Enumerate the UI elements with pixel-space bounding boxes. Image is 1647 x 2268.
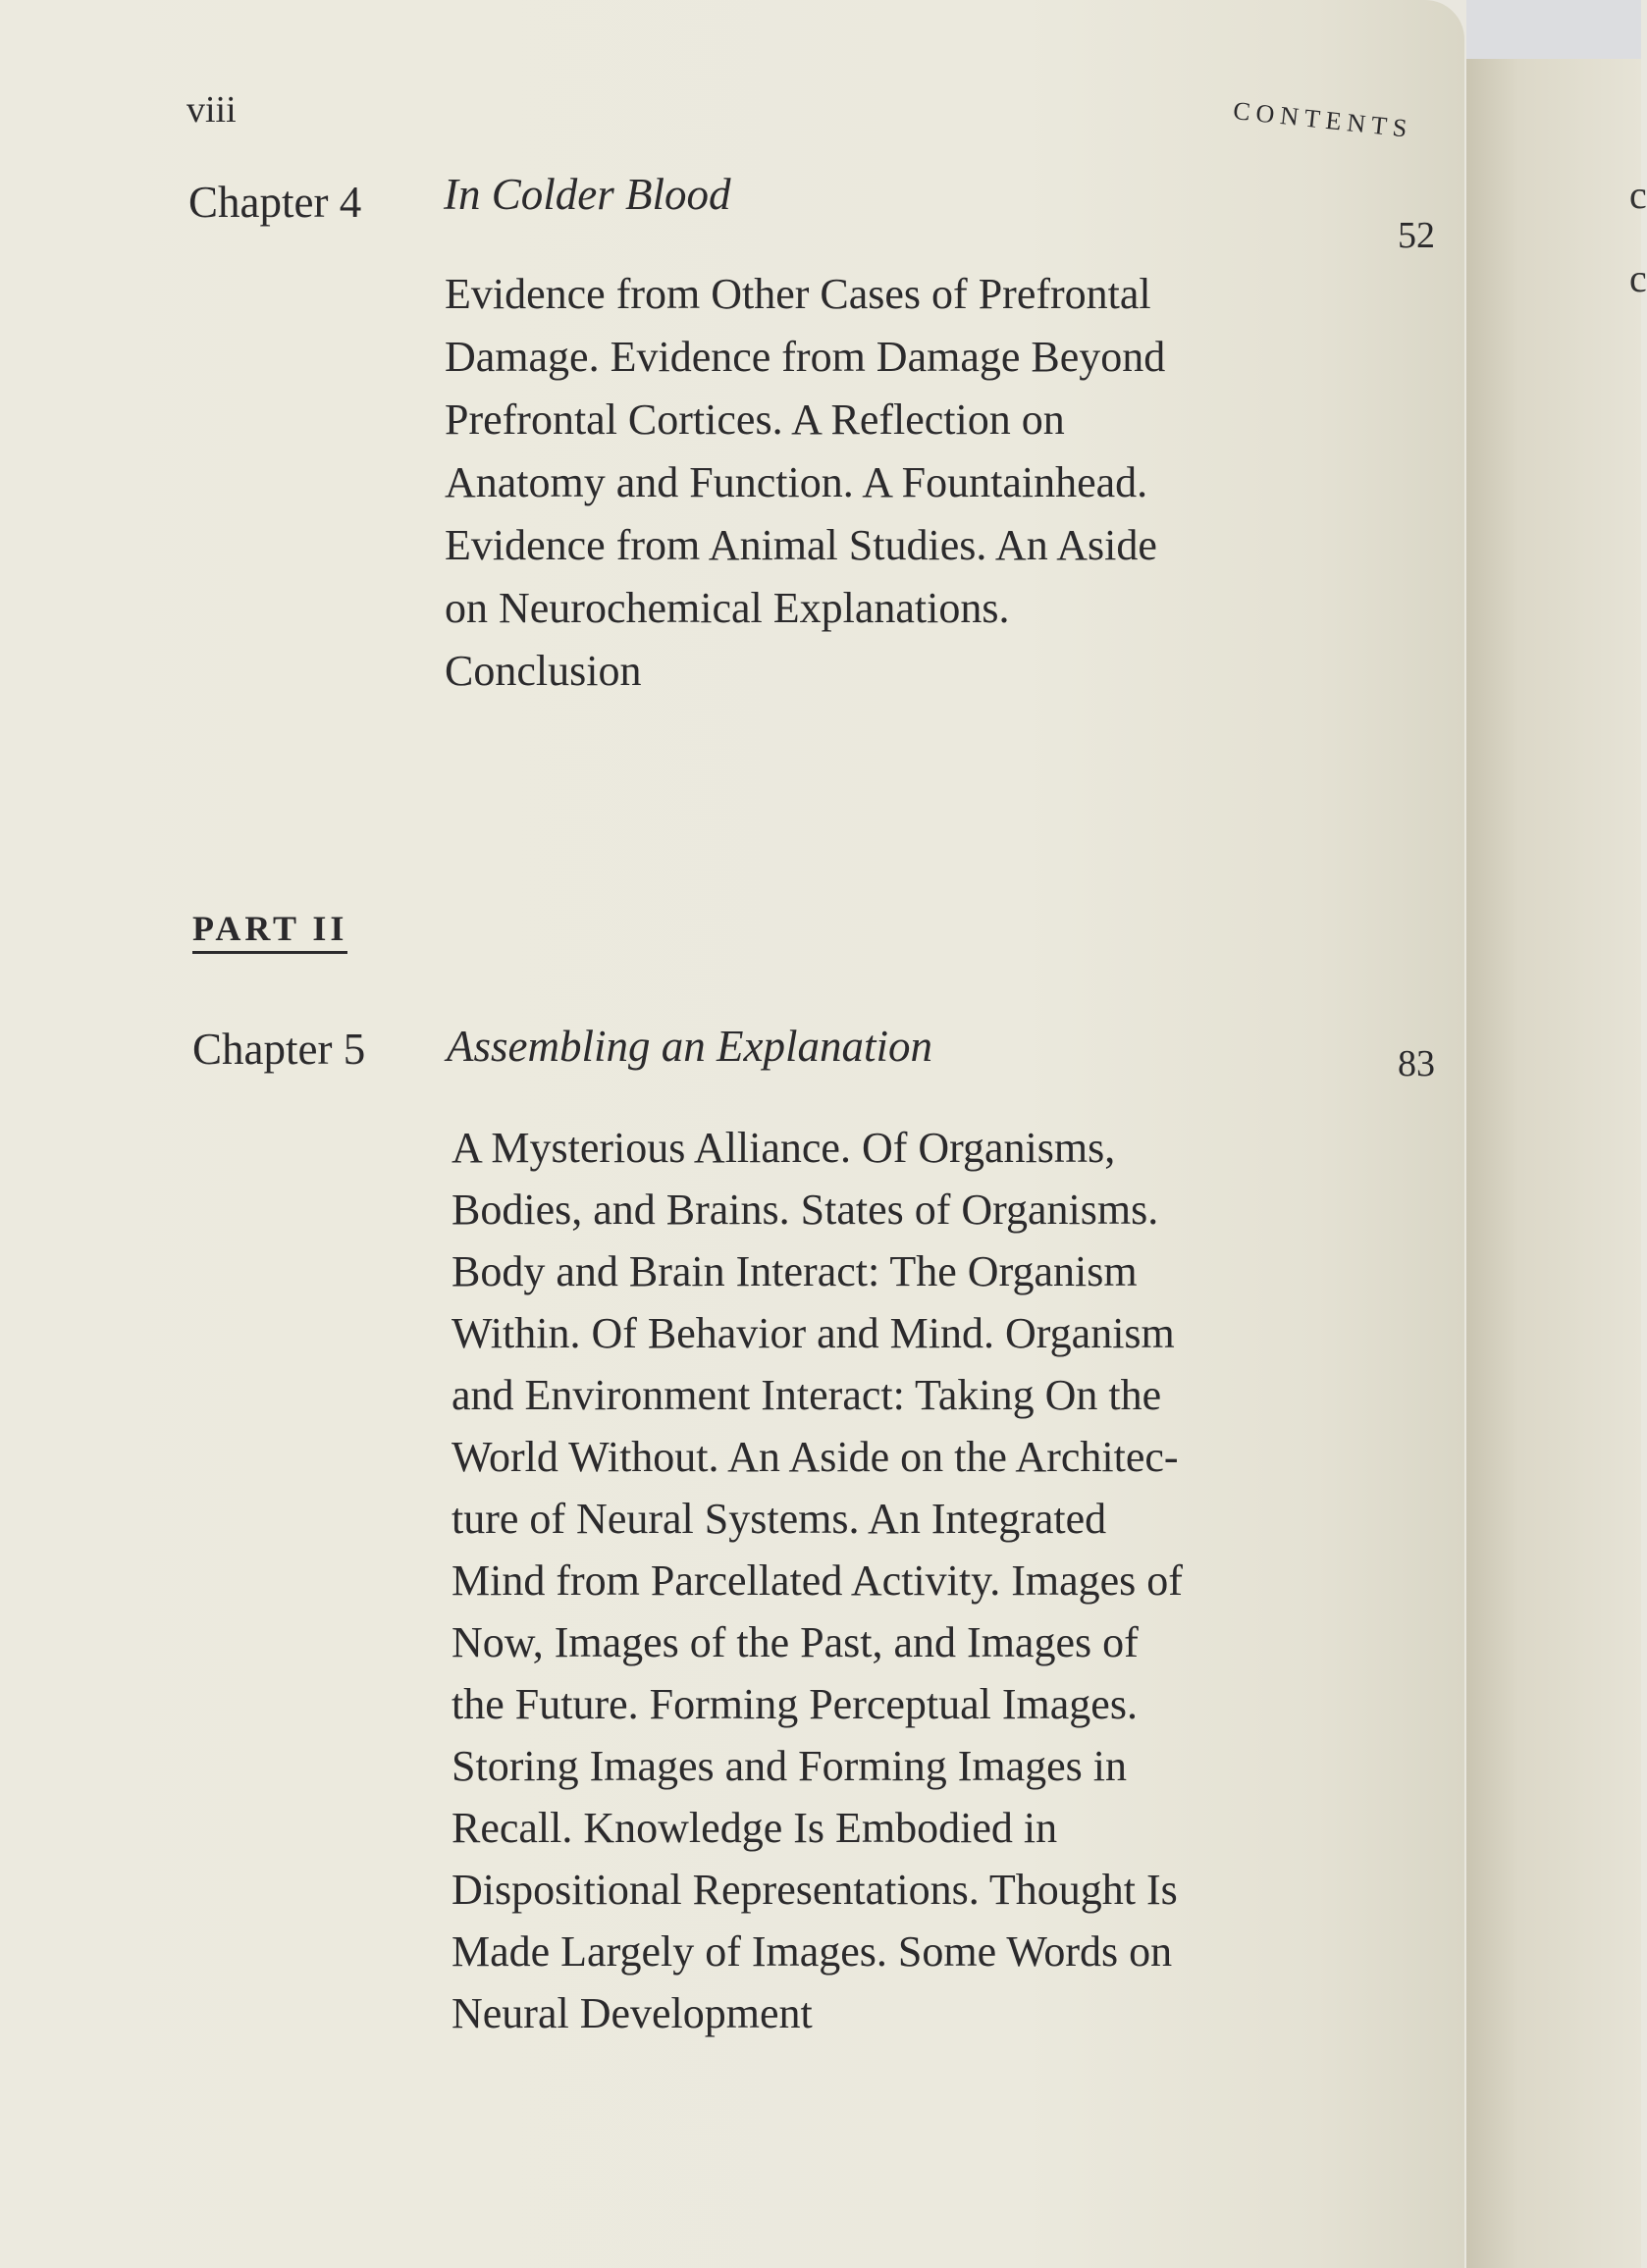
summary-line: Made Largely of Images. Some Words on bbox=[452, 1927, 1173, 1976]
summary-line: ture of Neural Systems. An Integrated bbox=[452, 1495, 1107, 1543]
summary-line: Evidence from Other Cases of Prefrontal bbox=[445, 270, 1151, 318]
summary-line: A Mysterious Alliance. Of Organisms, bbox=[452, 1124, 1116, 1172]
facing-page-glyph: c bbox=[1629, 256, 1647, 300]
summary-line: Anatomy and Function. A Fountainhead. bbox=[445, 458, 1148, 506]
facing-page bbox=[1466, 59, 1647, 2268]
chapter-label: Chapter 5 bbox=[192, 1025, 366, 1074]
chapter-title: In Colder Blood bbox=[444, 170, 731, 219]
summary-line: Body and Brain Interact: The Organism bbox=[452, 1247, 1138, 1295]
summary-line: Prefrontal Cortices. A Reflection on bbox=[445, 396, 1065, 444]
running-head: CONTENTS bbox=[1231, 96, 1414, 144]
summary-line: Recall. Knowledge Is Embodied in bbox=[452, 1804, 1058, 1852]
chapter-title: Assembling an Explanation bbox=[447, 1022, 932, 1071]
background bbox=[1466, 0, 1641, 59]
summary-line: Within. Of Behavior and Mind. Organism bbox=[452, 1309, 1175, 1357]
summary-line: Storing Images and Forming Images in bbox=[452, 1742, 1128, 1790]
chapter-summary bbox=[452, 1117, 1183, 2044]
page-folio: viii bbox=[186, 89, 237, 131]
summary-line: Now, Images of the Past, and Images of bbox=[452, 1618, 1139, 1666]
chapter-summary bbox=[445, 263, 1165, 703]
summary-line: Conclusion bbox=[445, 647, 642, 695]
part-heading: PART II bbox=[192, 908, 347, 954]
page-number: 83 bbox=[1398, 1043, 1435, 1084]
summary-line: Evidence from Animal Studies. An Aside bbox=[445, 521, 1157, 569]
summary-line: Bodies, and Brains. States of Organisms. bbox=[452, 1186, 1159, 1234]
summary-line: the Future. Forming Perceptual Images. bbox=[452, 1680, 1138, 1728]
summary-line: Mind from Parcellated Activity. Images of bbox=[452, 1556, 1183, 1605]
chapter-label: Chapter 4 bbox=[188, 178, 362, 227]
page-number: 52 bbox=[1398, 215, 1435, 256]
summary-line: World Without. An Aside on the Architec- bbox=[452, 1433, 1179, 1481]
summary-line: Neural Development bbox=[452, 1989, 813, 2037]
facing-page-glyph: c bbox=[1629, 173, 1647, 217]
summary-line: Damage. Evidence from Damage Beyond bbox=[445, 333, 1166, 381]
summary-line: on Neurochemical Explanations. bbox=[445, 584, 1010, 632]
summary-line: Dispositional Representations. Thought Is bbox=[452, 1866, 1178, 1914]
summary-line: and Environment Interact: Taking On the bbox=[452, 1371, 1162, 1419]
